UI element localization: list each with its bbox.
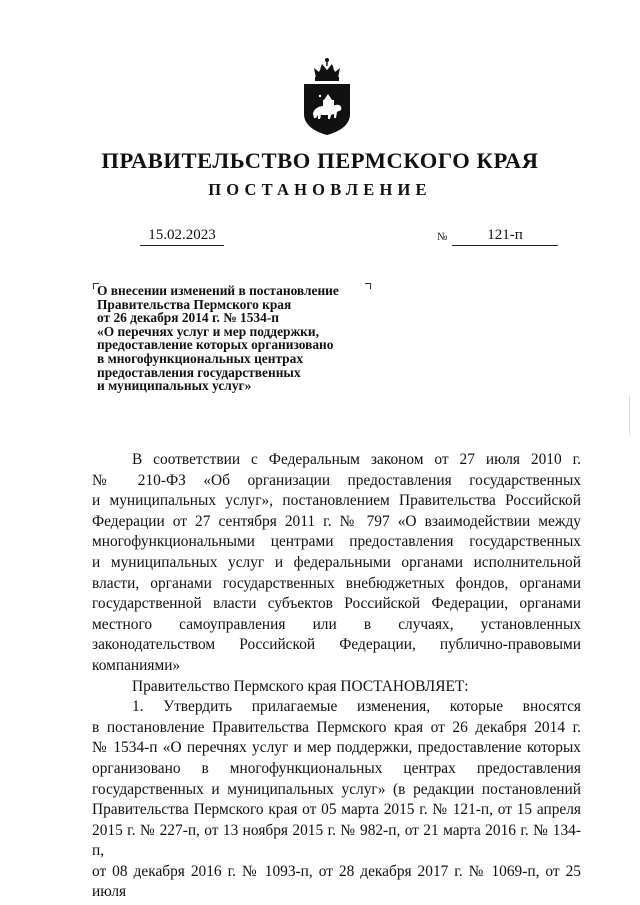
body-line: государственной власти субъектов Российской Федерации, органами [92, 595, 581, 613]
body-line: 2015 г. № 227-п, от 13 ноября 2015 г. № 982-п, от 21 марта 2016 г. № 134-п, [92, 821, 581, 860]
body-line: в постановление Правительства Пермского края от 26 декабря 2014 г. [92, 718, 581, 736]
crown-icon [314, 58, 340, 81]
body-line: многофункциональными центрами предоставления государственных [92, 533, 581, 551]
title-line: «О перечнях услуг и мер поддержки, [97, 323, 319, 339]
title-line: предоставление которых организовано [97, 337, 334, 353]
organization-name: ПРАВИТЕЛЬСТВО ПЕРМСКОГО КРАЯ [101, 148, 539, 173]
margin-mark [629, 395, 630, 435]
title-line: Правительства Пермского края [97, 296, 292, 312]
preamble-paragraph [92, 450, 581, 677]
title-line: и муниципальных услуг» [97, 378, 252, 394]
body-line: от 08 декабря 2016 г. № 1093-п, от 28 декабря 2017 г. № 1069-п, от 25 июля [92, 862, 581, 901]
body-line: № 210-ФЗ «Об организации предоставления государственных [92, 471, 581, 489]
title-line: от 26 декабря 2014 г. № 1534-п [97, 310, 279, 326]
body-line: и муниципальных услуг», постановлением Правительства Российской [92, 492, 581, 510]
body-line: 1. Утвердить прилагаемые изменения, которые вносятся [132, 698, 581, 716]
body-line: законодательством Российской Федерации, публично-правовыми [92, 636, 581, 654]
body-line: № 1534-п «О перечнях услуг и мер поддержки, предоставление которых [92, 739, 581, 757]
document-body [92, 450, 581, 903]
number-underline [452, 245, 558, 246]
body-line: компаниями» [92, 656, 181, 674]
body-line: Правительства Пермского края от 05 марта 2015 г. № 121-п, от 15 апреля [92, 801, 581, 819]
coat-of-arms-emblem [302, 56, 352, 136]
date-underline [140, 245, 224, 246]
item-1-paragraph [92, 697, 581, 903]
body-line: государственных и муниципальных услуг» (в редакции постановлений [92, 780, 581, 798]
document-type: ПОСТАНОВЛЕНИЕ [208, 180, 432, 199]
title-line: предоставления государственных [97, 364, 301, 380]
title-line: О внесении изменений в постановление [97, 283, 339, 298]
title-line: в многофункциональных центрах [97, 350, 304, 366]
resolution-paragraph [92, 677, 581, 698]
body-line: местного самоуправления или в случаях, установленных [92, 615, 581, 633]
body-line: власти, органами государственных внебюджетных фондов, органами [92, 574, 581, 592]
body-line: Правительство Пермского края ПОСТАНОВЛЯЕТ: [132, 677, 469, 695]
body-line: и муниципальных услуг и федеральными органами исполнительной [92, 553, 581, 571]
document-title [97, 284, 377, 393]
body-line: Федерации от 27 сентября 2011 г. № 797 «О взаимодействии между [92, 512, 581, 530]
number-label: № [437, 231, 448, 243]
document-date: 15.02.2023 [148, 227, 216, 243]
body-line: организовано в многофункциональных центрах предоставления [92, 759, 581, 777]
body-line: В соответствии с Федеральным законом от 27 июля 2010 г. [132, 451, 581, 468]
document-number: 121-п [487, 227, 523, 243]
